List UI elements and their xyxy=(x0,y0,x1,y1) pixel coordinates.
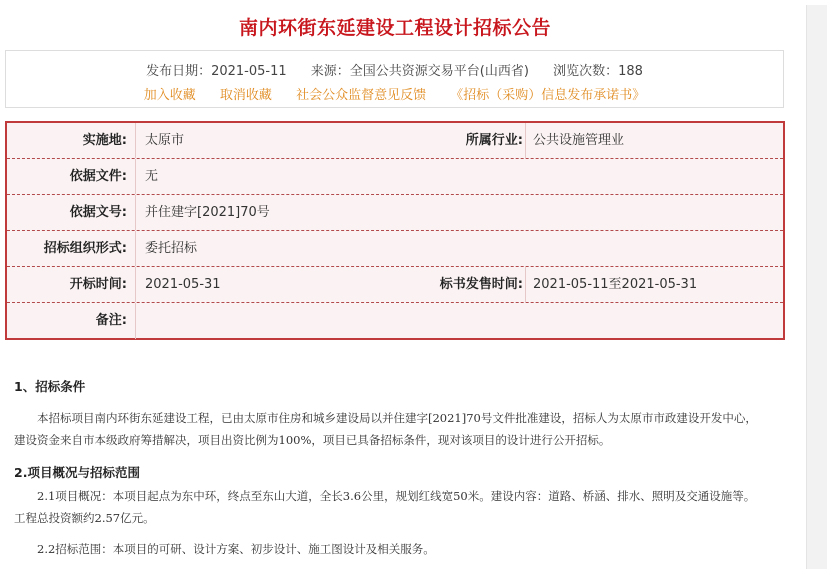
info-row-opening-time xyxy=(7,267,783,303)
info-label: 实施地: xyxy=(82,133,127,148)
info-label: 备注: xyxy=(95,313,127,328)
info-value: 公共设施管理业 xyxy=(533,133,625,148)
info-table xyxy=(5,121,785,340)
info-value xyxy=(145,303,395,339)
info-label: 开标时间: xyxy=(69,277,127,292)
info-row-location xyxy=(7,123,783,159)
paragraph: 2.2招标范围：本项目的可研、设计方案、初步设计、施工图设计及相关服务。 xyxy=(37,542,435,556)
info-row-organization xyxy=(7,231,783,267)
meta-box xyxy=(5,50,784,108)
info-value: 2021-05-31 xyxy=(145,277,221,292)
section-heading: 2.项目概况与招标范围 xyxy=(14,465,140,480)
add-favorite-link[interactable]: 加入收藏 xyxy=(143,88,196,103)
section-heading: 1、招标条件 xyxy=(14,379,86,394)
meta-links xyxy=(6,84,783,103)
remove-favorite-link[interactable]: 取消收藏 xyxy=(219,88,272,103)
right-sidebar xyxy=(806,5,827,569)
paragraph: 本招标项目南内环街东延建设工程，已由太原市住房和城乡建设局以并住建字[2021]70号文件批准建设，招标人为太原市市政建设开发中心，建设资金来自市本级政府筹措解决，项目出资比例为100%，项目已具备招标条件，现对该项目的设计进行公开招标。 xyxy=(14,411,757,447)
page-title: 南内环街东延建设工程设计招标公告 xyxy=(238,17,551,39)
info-value: 委托招标 xyxy=(145,241,198,256)
info-value: 并住建字[2021]70号 xyxy=(145,205,270,220)
info-label: 依据文号: xyxy=(69,205,127,220)
source: 来源：全国公共资源交易平台(山西省) xyxy=(310,64,529,79)
meta-info xyxy=(6,60,783,79)
view-count: 浏览次数：188 xyxy=(553,64,643,79)
info-value: 太原市 xyxy=(145,133,185,148)
publish-date: 发布日期：2021-05-11 xyxy=(146,64,287,79)
info-label: 招标组织形式: xyxy=(43,241,127,256)
info-label: 所属行业: xyxy=(465,133,523,148)
info-row-remarks xyxy=(7,303,783,339)
info-label: 依据文件: xyxy=(69,169,127,184)
info-label: 标书发售时间: xyxy=(439,277,523,292)
info-row-basis-file xyxy=(7,159,783,195)
info-row-basis-number xyxy=(7,195,783,231)
info-value: 2021-05-11至2021-05-31 xyxy=(533,277,698,292)
info-value: 无 xyxy=(145,169,159,184)
paragraph: 2.1项目概况：本项目起点为东中环，终点至东山大道，全长3.6公里，规划红线宽50米。建设内容：道路、桥涵、排水、照明及交通设施等。工程总投资额约2.57亿元。 xyxy=(14,489,756,525)
commitment-letter-link[interactable]: 《招标（采购）信息发布承诺书》 xyxy=(450,88,646,103)
public-feedback-link[interactable]: 社会公众监督意见反馈 xyxy=(296,88,427,103)
